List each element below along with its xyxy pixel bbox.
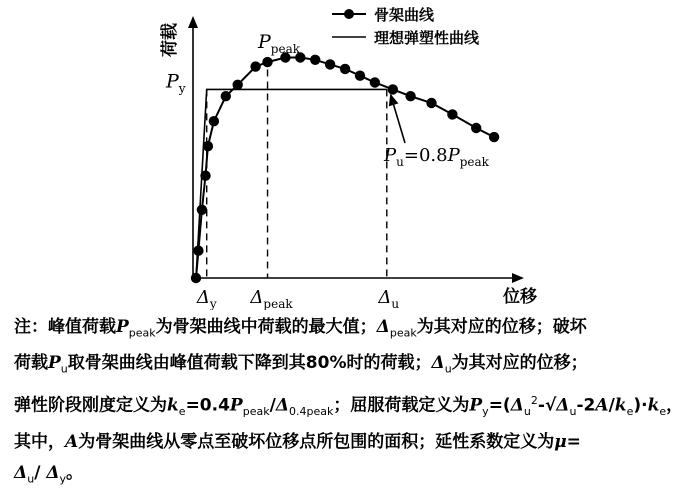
skeleton-curve-point bbox=[340, 64, 350, 74]
skeleton-curve-point bbox=[200, 171, 210, 181]
y-axis-label: 荷载 bbox=[160, 23, 180, 57]
skeleton-curve-point bbox=[221, 91, 231, 101]
legend bbox=[332, 6, 480, 47]
skeleton-curve-point bbox=[250, 61, 260, 71]
skeleton-curve-point bbox=[355, 71, 365, 81]
skeleton-curve-point bbox=[426, 98, 436, 108]
py-label: $P_y$ bbox=[166, 70, 186, 96]
skeleton-curve-point bbox=[193, 246, 203, 256]
note-line-4: 其中，A为骨架曲线从零点至破坏位移点所包围的面积；延性系数定义为μ= bbox=[14, 431, 581, 452]
note-line-2: 荷载$P_u$取骨架曲线由峰值荷载下降到其80%时的荷载；$\Delta_u$为其对应的位移； bbox=[14, 353, 588, 376]
delta-y-tick-label: $\Delta_y$ bbox=[196, 287, 217, 310]
skeleton-curve-point bbox=[489, 132, 499, 142]
skeleton-curve-point bbox=[325, 59, 335, 69]
skeleton-curve-point bbox=[447, 109, 457, 119]
chart-note bbox=[14, 312, 690, 494]
skeleton-curve-point bbox=[209, 116, 219, 126]
skeleton-curve-point bbox=[191, 273, 201, 283]
legend-skeleton-marker bbox=[344, 9, 354, 19]
skeleton-curve-point bbox=[370, 77, 380, 87]
skeleton-curve-point bbox=[197, 205, 207, 215]
skeleton-curve-point bbox=[471, 123, 481, 133]
skeleton-curve-point bbox=[203, 141, 213, 151]
skeleton-curve-point bbox=[388, 84, 398, 94]
legend-ideal-label: 理想弹塑性曲线 bbox=[374, 29, 480, 47]
skeleton-curve-line bbox=[196, 58, 494, 279]
pu-pointer-line bbox=[391, 95, 405, 143]
note-line-3: 弹性阶段刚度定义为$k_e=0.4P_{peak}/\Delta_{0.4peak}$；屈服荷载定义为$P_y=(\Delta_u^2-√\Delta_u-2A/k_e)\cdot k_e$， bbox=[14, 393, 684, 418]
legend-skeleton-label: 骨架曲线 bbox=[374, 6, 435, 24]
note-line-5: $\Delta_u/$ $\Delta_y$。 bbox=[14, 462, 84, 486]
skeleton-curve-point bbox=[233, 80, 243, 90]
delta-u-tick-label: $\Delta_u$ bbox=[378, 287, 400, 310]
skeleton-curve-point bbox=[262, 57, 272, 67]
x-axis-label: 位移 bbox=[503, 287, 537, 307]
skeleton-curve-markers bbox=[191, 52, 500, 283]
skeleton-curve-point bbox=[310, 55, 320, 65]
idealized-elastoplastic-line bbox=[196, 89, 387, 278]
ppeak-label: $P_{peak}$ bbox=[258, 31, 301, 56]
delta-peak-tick-label: $\Delta_{peak}$ bbox=[250, 287, 293, 310]
skeleton-curve-point bbox=[405, 91, 415, 101]
pu-label: $P_u=0.8P_{peak}$ bbox=[384, 145, 489, 169]
note-line-1: 注：峰值荷载$P_{peak}$为骨架曲线中荷载的最大值；$\Delta_{peak}$为其对应的位移；破坏 bbox=[14, 317, 587, 340]
